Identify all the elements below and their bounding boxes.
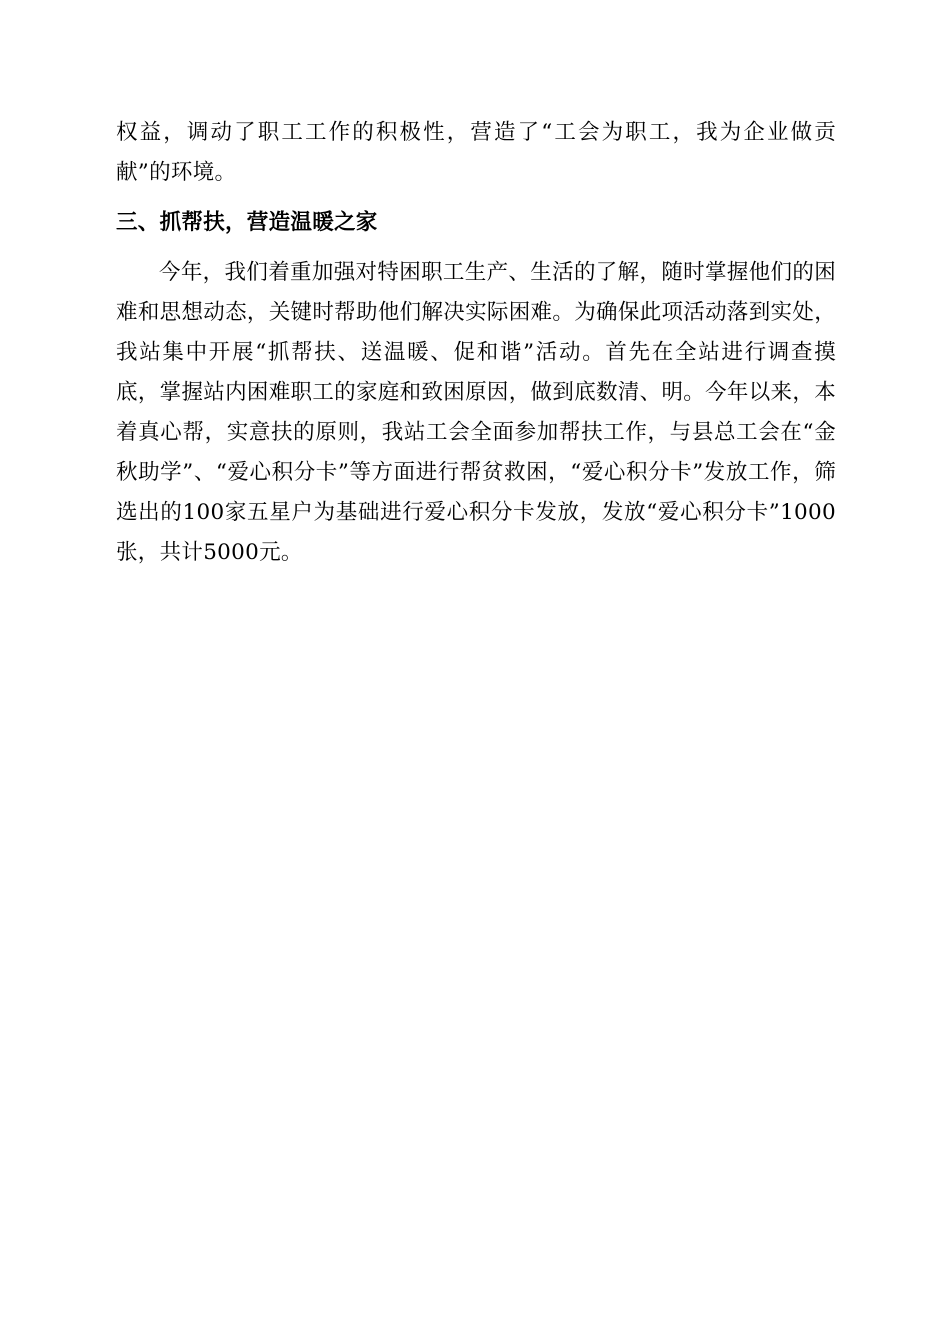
body-paragraph: 今年，我们着重加强对特困职工生产、生活的了解，随时掌握他们的困难和思想动态，关键时帮助他们解决实际困难。为确保此项活动落到实处，我站集中开展“抓帮扶、送温暖、促和谐”活动。首先在全站进行调查摸底，掌握站内困难职工的家庭和致困原因，做到底数清、明。今年以来，本着真心帮，实意扶的原则，我站工会全面参加帮扶工作，与县总工会在“金秋助学”、“爱心积分卡”等方面进行帮贫救困，“爱心积分卡”发放工作，筛选出的100家五星户为基础进行爱心积分卡发放，发放“爱心积分卡”1000张，共计5000元。 — [116, 260, 836, 565]
document-body — [116, 113, 836, 573]
continued-paragraph: 权益，调动了职工工作的积极性，营造了“工会为职工，我为企业做贡献”的环境。 — [116, 120, 836, 185]
section-heading: 三、抓帮扶，营造温暖之家 — [116, 210, 378, 235]
